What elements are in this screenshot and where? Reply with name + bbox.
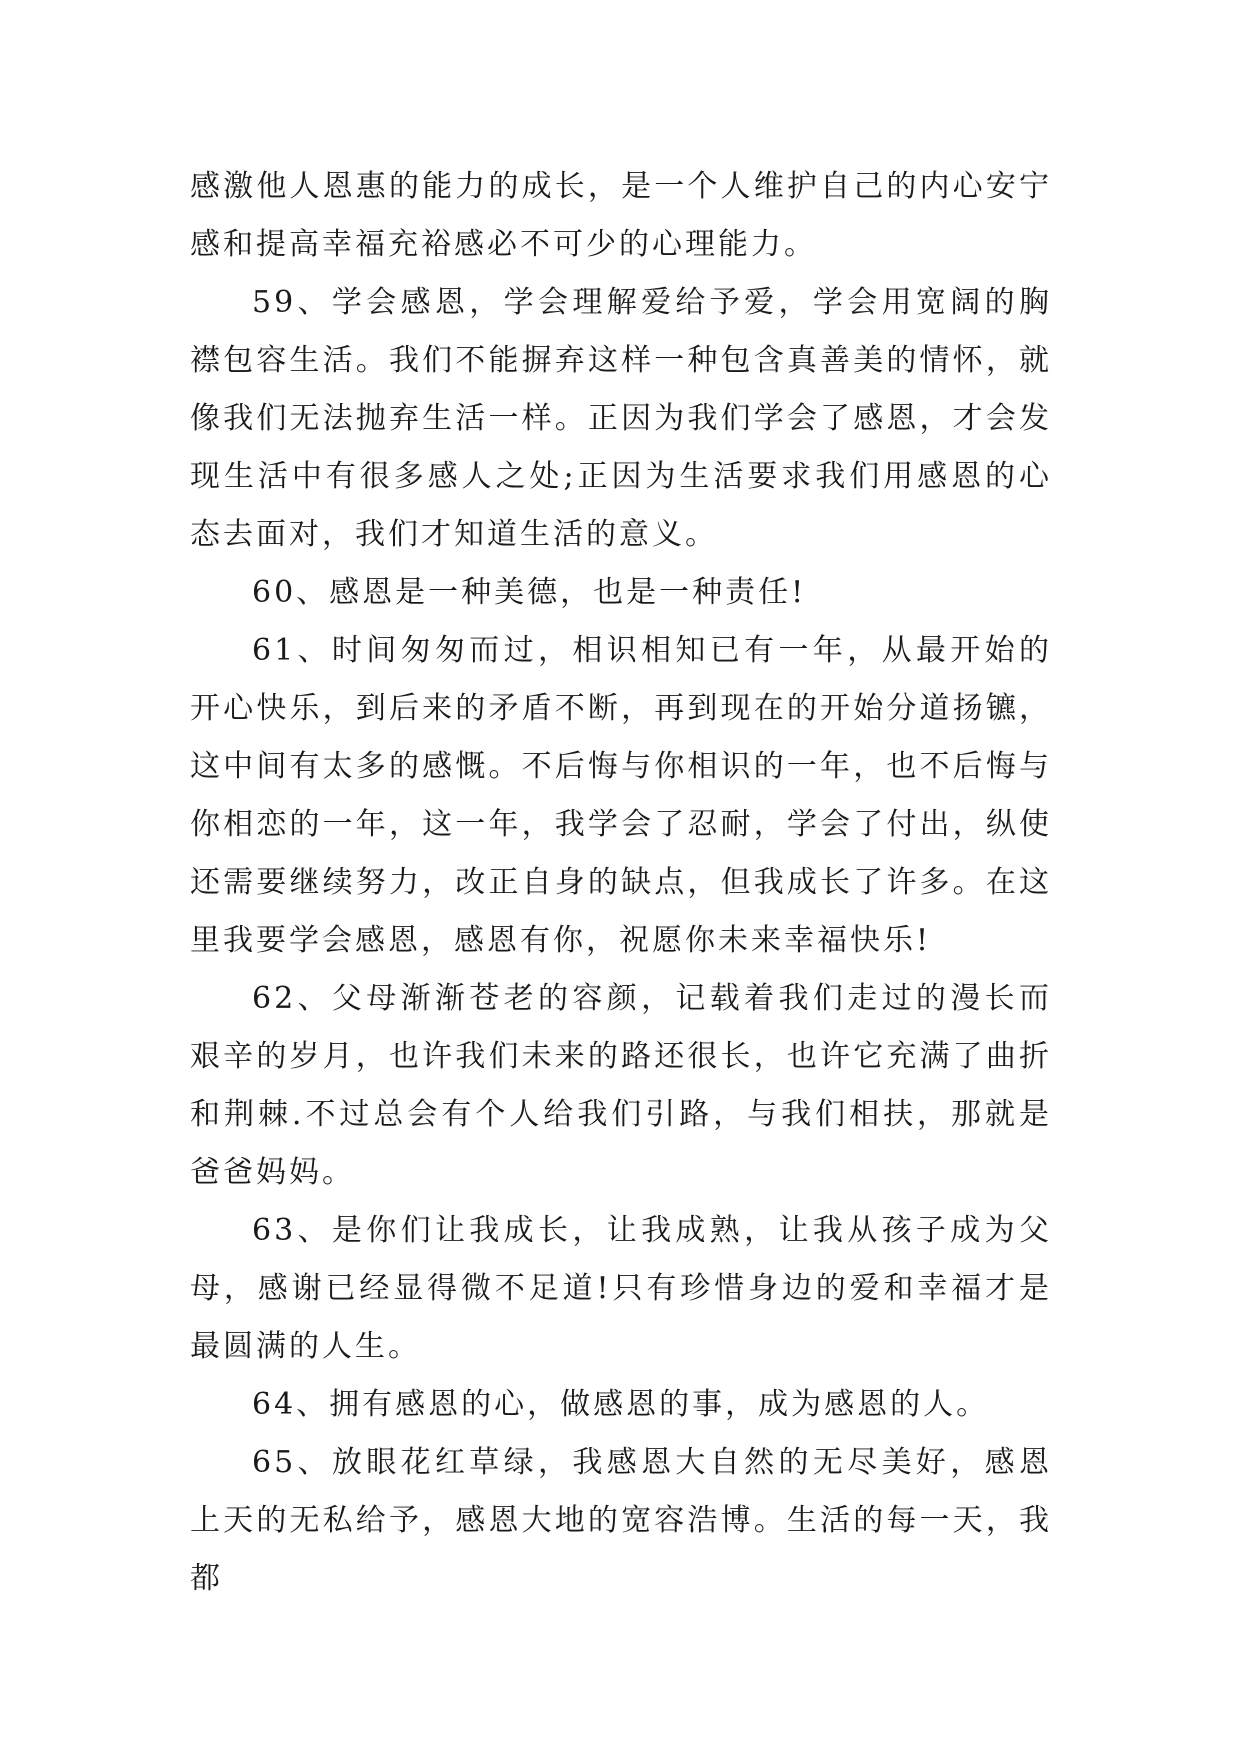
paragraph-61: 61、时间匆匆而过，相识相知已有一年，从最开始的开心快乐，到后来的矛盾不断，再到现在的开始分道扬镳，这中间有太多的感慨。不后悔与你相识的一年，也不后悔与你相恋的一年，这一年，我学会了忍耐，学会了付出，纵使还需要继续努力，改正自身的缺点，但我成长了许多。在这里我要学会感恩，感恩有你，祝愿你未来幸福快乐! <box>190 633 1052 958</box>
paragraph-63: 63、是你们让我成长，让我成熟，让我从孩子成为父母，感谢已经显得微不足道!只有珍惜身边的爱和幸福才是最圆满的人生。 <box>190 1213 1052 1364</box>
paragraph-65: 65、放眼花红草绿，我感恩大自然的无尽美好，感恩上天的无私给予，感恩大地的宽容浩博。生活的每一天，我都 <box>190 1445 1052 1596</box>
paragraph-62: 62、父母渐渐苍老的容颜，记载着我们走过的漫长而艰辛的岁月，也许我们未来的路还很长，也许它充满了曲折和荆棘.不过总会有个人给我们引路，与我们相扶，那就是爸爸妈妈。 <box>190 981 1052 1190</box>
paragraph-continuation: 感激他人恩惠的能力的成长，是一个人维护自己的内心安宁感和提高幸福充裕感必不可少的心理能力。 <box>190 169 1052 262</box>
paragraph-60: 60、感恩是一种美德，也是一种责任! <box>252 575 807 610</box>
document-body <box>190 158 1052 1608</box>
paragraph-59: 59、学会感恩，学会理解爱给予爱，学会用宽阔的胸襟包容生活。我们不能摒弃这样一种包含真善美的情怀，就像我们无法抛弃生活一样。正因为我们学会了感恩，才会发现生活中有很多感人之处;正因为生活要求我们用感恩的心态去面对，我们才知道生活的意义。 <box>190 285 1052 552</box>
paragraph-64: 64、拥有感恩的心，做感恩的事，成为感恩的人。 <box>252 1387 990 1422</box>
